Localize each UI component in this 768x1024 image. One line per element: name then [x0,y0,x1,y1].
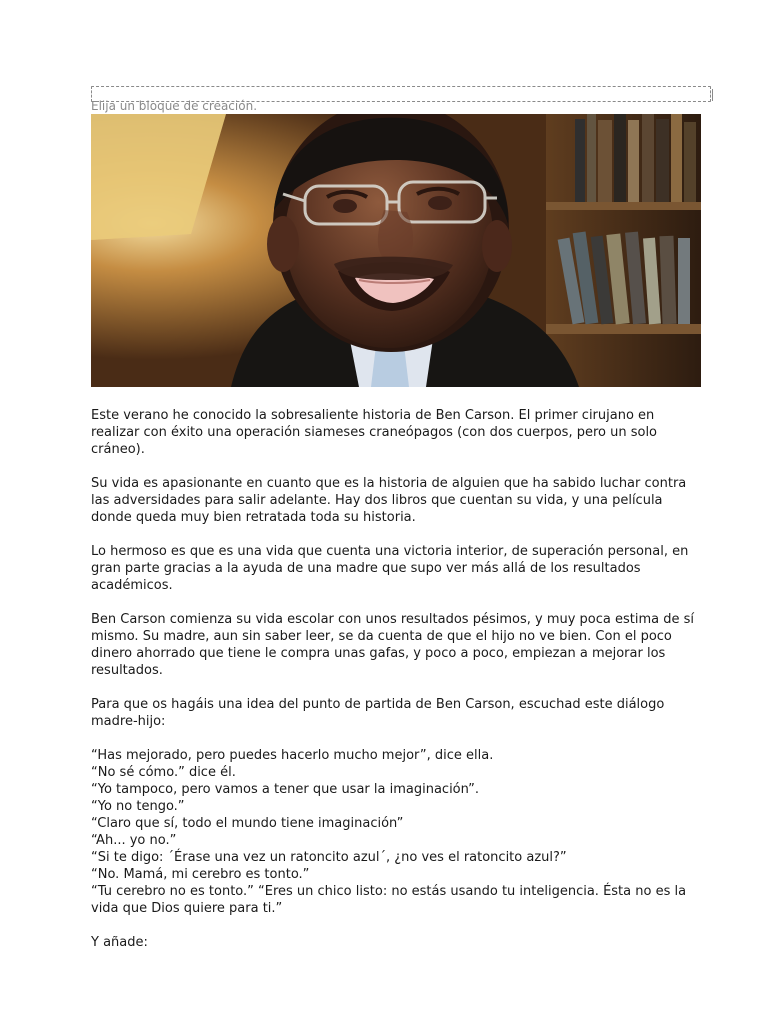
portrait-photo [91,114,701,387]
dialogue-line: “Claro que sí, todo el mundo tiene imaginación” [91,816,404,831]
document-page [91,86,711,968]
dialogue-line: “No. Mamá, mi cerebro es tonto.” [91,867,310,882]
dialogue-line: “Si te digo: ´Érase una vez un ratoncito azul´, ¿no ves el ratoncito azul?” [91,850,567,865]
block-chooser-box[interactable] [91,86,711,102]
portrait-photo-illustration [91,114,701,387]
books-top [575,114,696,202]
paragraph-closing: Y añade: [91,935,148,950]
paragraph-dialogue-intro: Para que os hagáis una idea del punto de partida de Ben Carson, escuchad este diálogo madre-hijo: [91,697,665,729]
dialogue-line: “Has mejorado, pero puedes hacerlo mucho mejor”, dice ella. [91,748,494,763]
dialogue-line: “Ah... yo no.” [91,833,177,848]
dialogue-line: “No sé cómo.” dice él. [91,765,236,780]
paragraph-passion: Su vida es apasionante en cuanto que es la historia de alguien que ha sabido luchar contra las adversidades para salir adelante. Hay dos libros que cuentan su vida, y una película donde queda muy bien retratada toda su historia. [91,476,687,525]
paragraph-school: Ben Carson comienza su vida escolar con unos resultados pésimos, y muy poca estima de sí mismo. Su madre, aun sin saber leer, se da cuenta de que el hijo no ve bien. Con el poco dinero ahorrado que tiene le compra unas gafas, y poco a poco, empiezan a mejorar los resultados. [91,612,695,678]
article-content [91,407,701,951]
paragraph-intro: Este verano he conocido la sobresaliente historia de Ben Carson. El primer cirujano en realizar con éxito una operación siameses craneópagos (con dos cuerpos, pero un solo cráneo). [91,408,658,457]
dialogue-block [91,747,701,917]
dialogue-line: “Tu cerebro no es tonto.” “Eres un chico listo: no estás usando tu inteligencia. Ésta no es la vida que Dios quiere para ti.” [91,884,687,916]
dialogue-line: “Yo no tengo.” [91,799,185,814]
block-chooser-label[interactable]: Elija un bloque de creación. [91,99,258,113]
paragraph-victory: Lo hermoso es que es una vida que cuenta una victoria interior, de superación personal, en gran parte gracias a la ayuda de una madre que supo ver más allá de los resultados académicos. [91,544,689,593]
dialogue-line: “Yo tampoco, pero vamos a tener que usar la imaginación”. [91,782,480,797]
